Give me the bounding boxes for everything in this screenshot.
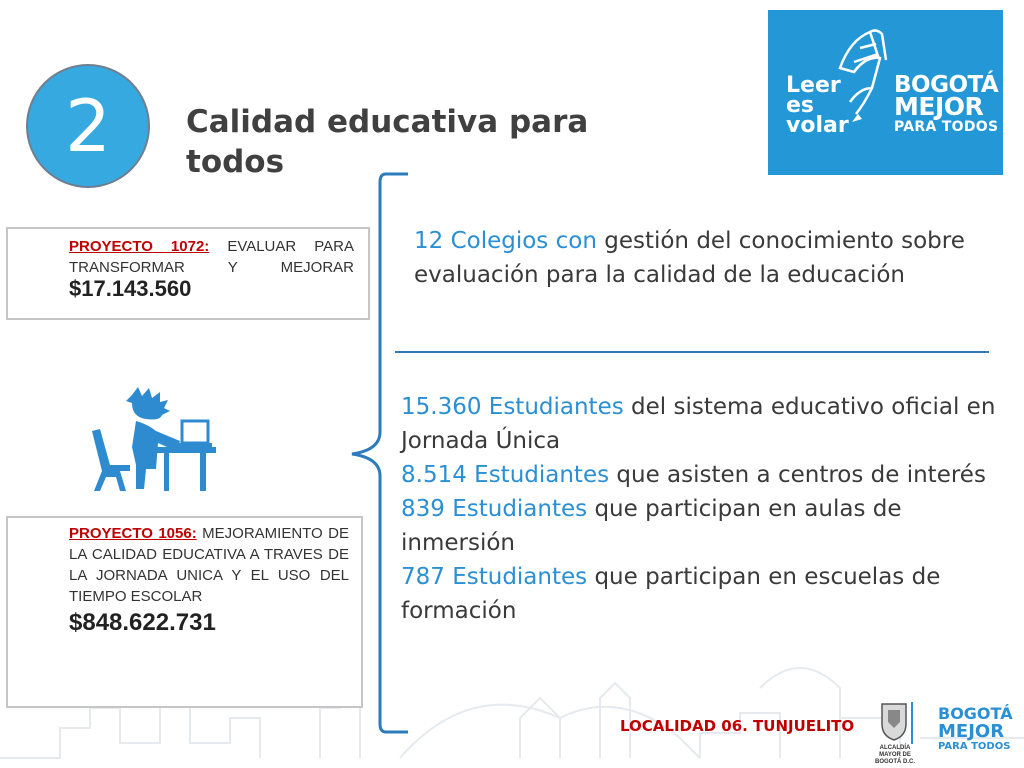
project-1072-description: EVALUAR PARA TRANSFORMAR Y MEJORAR [69, 238, 354, 276]
bracket-icon [348, 170, 408, 740]
leer-es-volar-text: Leer es volar [786, 73, 849, 138]
goal-item: 787 Estudiantes que participan en escuelas de formación [401, 564, 941, 624]
alcaldia-text: ALCALDÍA MAYOR DE BOGOTÁ D.C. [875, 745, 915, 765]
goal-item: 839 Estudiantes que participan en aulas de inmersión [401, 496, 902, 556]
alcaldia-shield-icon [870, 700, 920, 746]
student-desk-icon [88, 385, 218, 495]
project-1056-description: MEJORAMIENTO DE LA CALIDAD EDUCATIVA A TRAVES DE LA JORNADA UNICA Y EL USO DEL TIEMPO ESCOLAR [69, 525, 349, 605]
footer-bogota-logo: BOGOTÁ MEJOR PARA TODOS [938, 704, 1013, 752]
goal-item: 8.514 Estudiantes que asisten a centros de interés [401, 462, 986, 488]
leer-es-volar-logo [768, 10, 1003, 175]
localidad-label: LOCALIDAD 06. TUNJUELITO [620, 717, 855, 735]
goals-students-list [401, 390, 1001, 628]
divider [395, 351, 989, 353]
project-1072-box [6, 227, 370, 320]
project-1056-amount: $848.622.731 [69, 609, 216, 636]
project-1072-label: PROYECTO 1072: [69, 238, 210, 255]
project-1056-label: PROYECTO 1056: [69, 525, 197, 542]
page-title: Calidad educativa para todos [186, 104, 589, 180]
bogota-mejor-logo-text: BOGOTÁ MEJOR PARA TODOS [894, 72, 999, 135]
goal-colegios: 12 Colegios con gestión del conocimiento sobre evaluación para la calidad de la educación [414, 228, 965, 288]
goal-item: 15.360 Estudiantes del sistema educativo oficial en Jornada Única [401, 394, 996, 454]
project-1072-amount: $17.143.560 [69, 276, 192, 301]
slide-number-badge: 2 [26, 64, 150, 188]
project-1056-box [6, 516, 363, 708]
